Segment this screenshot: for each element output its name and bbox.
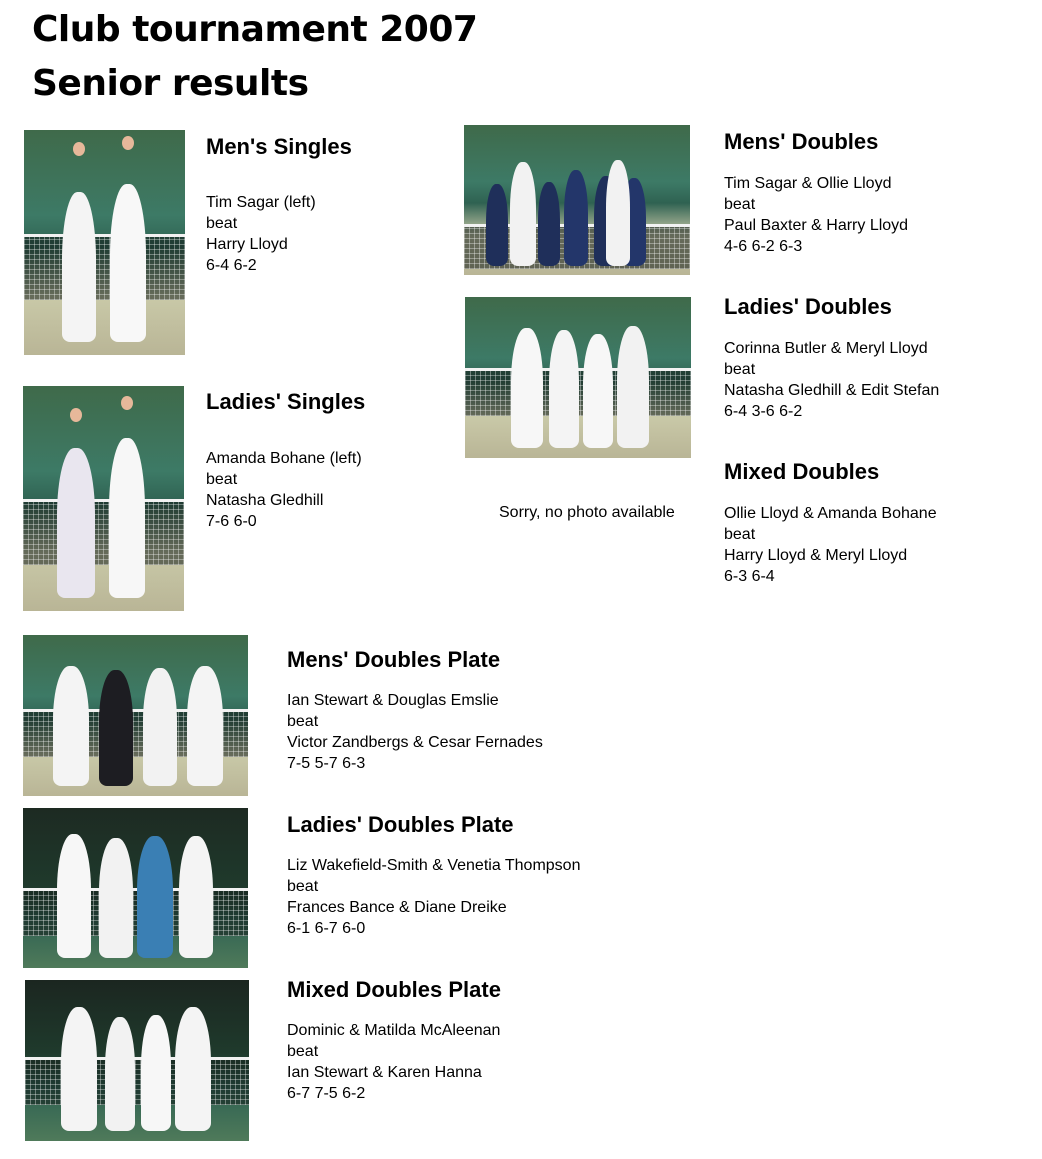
no-photo-note: Sorry, no photo available: [499, 504, 675, 521]
mens-doubles-plate-result: [287, 690, 543, 774]
ladies-doubles-plate-heading: Ladies' Doubles Plate: [287, 812, 514, 837]
ladies-doubles-photo: [465, 297, 691, 458]
ladies-singles-heading: Ladies' Singles: [206, 389, 366, 414]
winner-text: Dominic & Matilda McAleenan: [287, 1022, 501, 1039]
loser-text: Victor Zandbergs & Cesar Fernades: [287, 734, 543, 751]
page-title: Club tournament 2007: [32, 9, 478, 50]
ladies-doubles-plate-result: [287, 855, 580, 939]
mixed-doubles-heading: Mixed Doubles: [724, 459, 880, 484]
beat-text: beat: [206, 471, 238, 488]
mixed-doubles-plate-heading: Mixed Doubles Plate: [287, 977, 501, 1002]
score-text: 6-3 6-4: [724, 568, 775, 585]
score-text: 7-5 5-7 6-3: [287, 755, 366, 772]
winner-text: Ian Stewart & Douglas Emslie: [287, 692, 499, 709]
score-text: 6-4 3-6 6-2: [724, 403, 803, 420]
mens-singles-photo: [24, 130, 185, 355]
mens-doubles-plate-heading: Mens' Doubles Plate: [287, 647, 501, 672]
mens-singles-result: [206, 192, 316, 276]
mens-doubles-photo: [464, 125, 690, 275]
loser-text: Natasha Gledhill: [206, 492, 324, 509]
mixed-doubles-plate-result: [287, 1020, 500, 1104]
page-subtitle: Senior results: [32, 63, 309, 104]
winner-text: Tim Sagar (left): [206, 194, 316, 211]
mens-singles-heading: Men's Singles: [206, 134, 352, 159]
beat-text: beat: [724, 526, 756, 543]
score-text: 4-6 6-2 6-3: [724, 238, 803, 255]
mens-doubles-result: [724, 173, 908, 257]
loser-text: Harry Lloyd & Meryl Lloyd: [724, 547, 908, 564]
beat-text: beat: [206, 215, 238, 232]
beat-text: beat: [287, 878, 319, 895]
score-text: 6-7 7-5 6-2: [287, 1085, 366, 1102]
loser-text: Ian Stewart & Karen Hanna: [287, 1064, 482, 1081]
score-text: 7-6 6-0: [206, 513, 257, 530]
mens-doubles-heading: Mens' Doubles: [724, 129, 879, 154]
ladies-doubles-result: [724, 338, 939, 422]
mixed-doubles-plate-photo: [25, 980, 249, 1141]
ladies-singles-result: [206, 448, 362, 532]
mens-doubles-plate-photo: [23, 635, 248, 796]
ladies-doubles-heading: Ladies' Doubles: [724, 294, 892, 319]
loser-text: Paul Baxter & Harry Lloyd: [724, 217, 909, 234]
loser-text: Harry Lloyd: [206, 236, 288, 253]
winner-text: Tim Sagar & Ollie Lloyd: [724, 175, 892, 192]
beat-text: beat: [287, 713, 319, 730]
ladies-doubles-plate-photo: [23, 808, 248, 968]
beat-text: beat: [724, 196, 756, 213]
loser-text: Natasha Gledhill & Edit Stefan: [724, 382, 940, 399]
mixed-doubles-result: [724, 503, 937, 587]
loser-text: Frances Bance & Diane Dreike: [287, 899, 507, 916]
ladies-singles-photo: [23, 386, 184, 611]
winner-text: Liz Wakefield-Smith & Venetia Thompson: [287, 857, 581, 874]
beat-text: beat: [724, 361, 756, 378]
score-text: 6-4 6-2: [206, 257, 257, 274]
winner-text: Corinna Butler & Meryl Lloyd: [724, 340, 928, 357]
beat-text: beat: [287, 1043, 319, 1060]
score-text: 6-1 6-7 6-0: [287, 920, 366, 937]
winner-text: Ollie Lloyd & Amanda Bohane: [724, 505, 937, 522]
winner-text: Amanda Bohane (left): [206, 450, 362, 467]
